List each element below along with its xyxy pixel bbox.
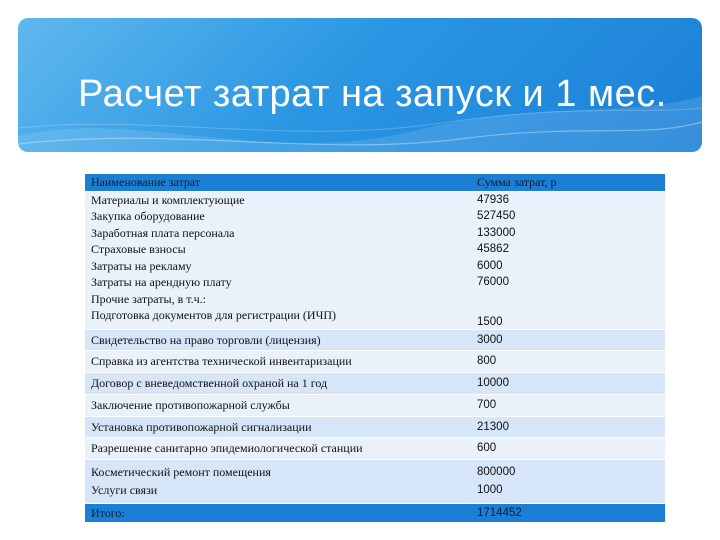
cost-sum: 1000 — [477, 484, 503, 496]
cost-sum: 45862 — [477, 243, 509, 255]
table-header-row — [85, 174, 665, 192]
cost-name: Затраты на рекламу — [91, 258, 192, 273]
cost-name: Свидетельство на право торговли (лицензия) — [91, 333, 321, 347]
cost-name: Услуги связи — [91, 483, 158, 497]
cost-table — [85, 174, 665, 523]
table-total-row — [85, 504, 665, 523]
cost-name: Справка из агентства технической инвентаризации — [91, 354, 352, 368]
table-row — [85, 460, 665, 504]
cost-name: Заключение противопожарной службы — [91, 398, 290, 412]
page-title: Расчет затрат на запуск и 1 мес. — [78, 73, 667, 115]
cost-sum: 47936 — [477, 193, 509, 206]
cost-name: Заработная плата персонала — [91, 225, 235, 240]
table-row — [85, 417, 665, 438]
table-row — [85, 395, 665, 417]
cost-sum: 600 — [477, 442, 497, 454]
table-row — [85, 330, 665, 351]
table-row — [85, 438, 665, 460]
header-sum: Сумма затрат, р — [477, 175, 557, 189]
title-banner — [18, 18, 702, 152]
cost-sum: 21300 — [477, 421, 509, 433]
cost-name: Подготовка документов для регистрации (ИЧП) — [91, 308, 337, 322]
cost-sum: 800 — [477, 355, 497, 367]
total-label: Итого: — [91, 506, 125, 520]
cost-name: Установка противопожарной сигнализации — [91, 420, 312, 434]
cost-sum: 10000 — [477, 377, 509, 389]
table-row — [85, 351, 665, 373]
cost-sum — [477, 291, 665, 308]
cost-sum: 3000 — [477, 334, 503, 346]
cost-sum: 1500 — [477, 316, 503, 328]
cost-name: Закупка оборудование — [91, 209, 205, 223]
cost-sum: 6000 — [477, 259, 503, 272]
cost-name: Страховые взносы — [91, 242, 186, 256]
cost-sum: 527450 — [477, 210, 516, 222]
cost-name: Прочие затраты, в т.ч.: — [91, 291, 206, 306]
cost-sum: 700 — [477, 399, 497, 411]
cost-name: Договор с вневедомственной охраной на 1 год — [91, 376, 328, 390]
cost-name: Косметический ремонт помещения — [91, 465, 271, 479]
table-row — [85, 373, 665, 395]
cost-sum: 76000 — [477, 276, 509, 288]
table-row — [85, 192, 665, 331]
cost-sum: 133000 — [477, 226, 516, 239]
header-name: Наименование затрат — [91, 175, 201, 189]
cost-name: Разрешение санитарно эпидемиологической станции — [91, 441, 363, 455]
total-sum: 1714452 — [477, 507, 522, 519]
cost-name: Затраты на арендную плату — [91, 275, 232, 289]
cost-name: Материалы и комплектующие — [91, 192, 245, 207]
cost-sum: 800000 — [477, 466, 516, 478]
